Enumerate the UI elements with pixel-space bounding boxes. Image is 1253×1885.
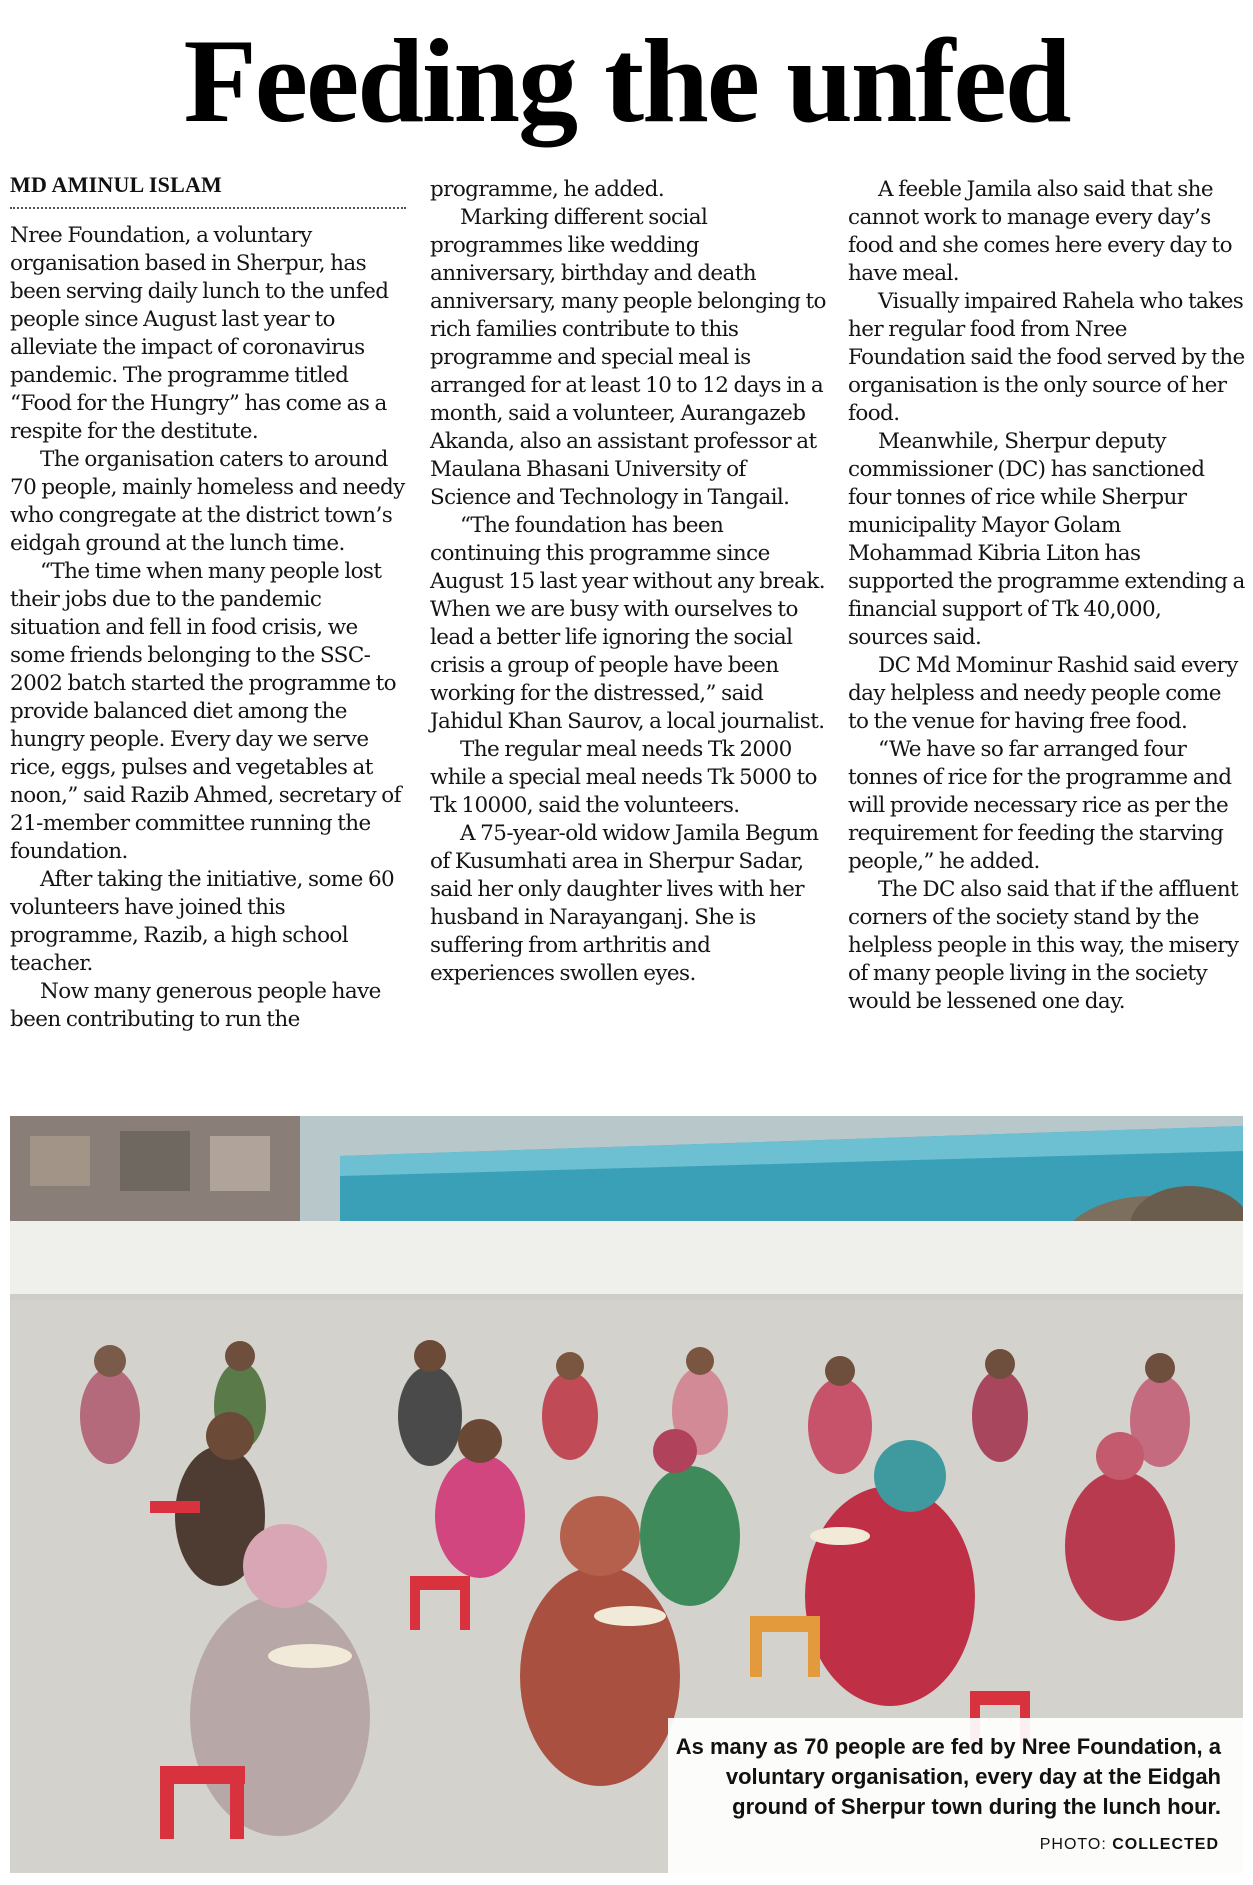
news-photo — [10, 1116, 1243, 1873]
paragraph: Meanwhile, Sherpur deputy commissioner (DC) has sanctioned four tonnes of rice while Sherpur municipality Mayor Golam Mohammad Kibria Liton has supported the programme extending a financial support of Tk 40,000, sources said. — [848, 429, 1245, 650]
photo-caption-box — [668, 1718, 1243, 1873]
paragraph: “We have so far arranged four tonnes of rice for the programme and will provide necessary rice as per the requirement for feeding the starving people,” he added. — [848, 737, 1232, 874]
paragraph: After taking the initiative, some 60 volunteers have joined this programme, Razib, a high school teacher. — [10, 867, 395, 976]
paragraph: programme, he added. — [430, 177, 665, 202]
headline: Feeding the unfed — [183, 14, 1070, 147]
article-column-3 — [848, 176, 1246, 1016]
paragraph: “The foundation has been continuing this programme since August 15 last year without any break. When we are busy with ourselves to lead a better life ignoring the social crisis a group of people have been working for the distressed,” said Jahidul Khan Saurov, a local journalist. — [430, 513, 826, 734]
paragraph: Now many generous people have been contributing to run the — [10, 979, 381, 1032]
paragraph: A 75-year-old widow Jamila Begum of Kusumhati area in Sherpur Sadar, said her only daughter lives with her husband in Narayanganj. She is suffering from arthritis and experiences swollen eyes. — [430, 821, 819, 986]
article-column-1 — [10, 222, 408, 1034]
photo-credit — [1040, 1836, 1219, 1854]
byline: MD AMINUL ISLAM — [10, 172, 223, 197]
photo-credit-source: COLLECTED — [1112, 1836, 1219, 1853]
photo-caption: As many as 70 people are fed by Nree Foundation, a voluntary organisation, every day at the Eidgah ground of Sherpur town during the lunch hour. — [675, 1734, 1221, 1819]
paragraph: “The time when many people lost their jobs due to the pandemic situation and fell in food crisis, we some friends belonging to the SSC-2002 batch started the programme to provide balanced diet among the hungry people. Every day we serve rice, eggs, pulses and vegetables at noon,” said Razib Ahmed, secretary of 21-member committee running the foundation. — [10, 559, 402, 864]
photo-credit-label: PHOTO: — [1039, 1836, 1107, 1853]
byline-divider — [10, 207, 406, 209]
paragraph: Marking different social programmes like wedding anniversary, birthday and death anniversary, many people belonging to rich families contribute to this programme and special meal is arranged for at least 10 to 12 days in a month, said a volunteer, Aurangazeb Akanda, also an assistant professor at Maulana Bhasani University of Science and Technology in Tangail. — [430, 205, 826, 510]
paragraph: A feeble Jamila also said that she cannot work to manage every day’s food and she comes here every day to have meal. — [848, 177, 1232, 286]
paragraph: Visually impaired Rahela who takes her regular food from Nree Foundation said the food served by the organisation is the only source of her food. — [848, 289, 1245, 426]
paragraph: The DC also said that if the affluent corners of the society stand by the helpless people in this way, the misery of many people living in the society would be lessened one day. — [848, 877, 1239, 1014]
paragraph: The organisation caters to around 70 people, mainly homeless and needy who congregate at the district town’s eidgah ground at the lunch time. — [10, 447, 405, 556]
paragraph: DC Md Mominur Rashid said every day helpless and needy people come to the venue for having free food. — [848, 653, 1238, 734]
paragraph: Nree Foundation, a voluntary organisation based in Sherpur, has been serving daily lunch to the unfed people since August last year to alleviate the impact of coronavirus pandemic. The programme titled “Food for the Hungry” has come as a respite for the destitute. — [10, 223, 389, 444]
article-column-2 — [430, 176, 828, 988]
paragraph: The regular meal needs Tk 2000 while a special meal needs Tk 5000 to Tk 10000, said the volunteers. — [430, 737, 817, 818]
